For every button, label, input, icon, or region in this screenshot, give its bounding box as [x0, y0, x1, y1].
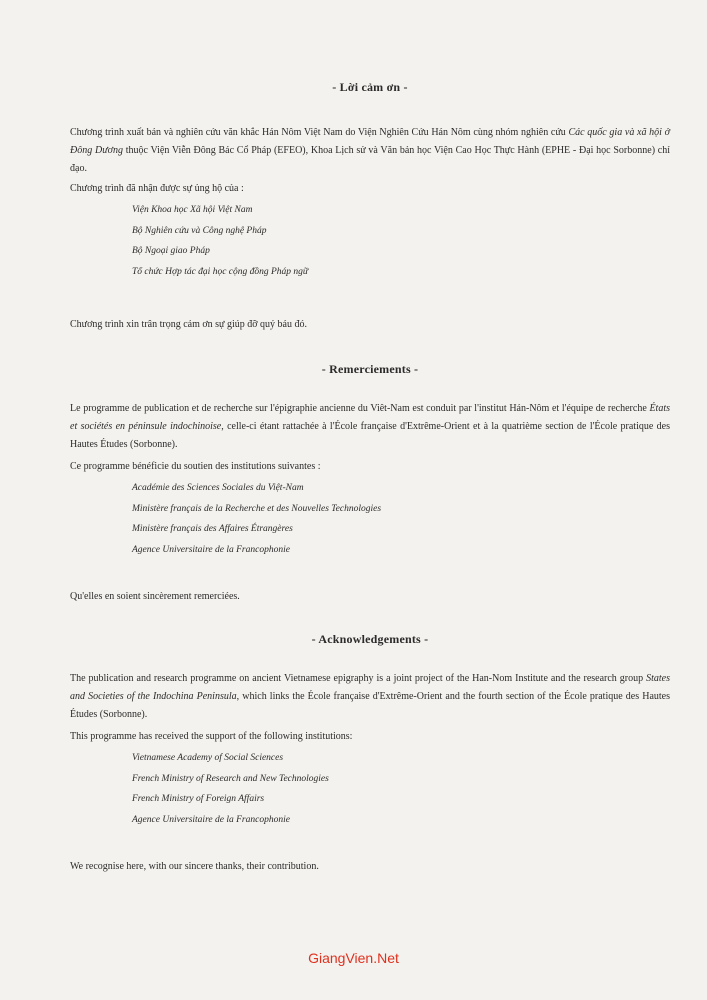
vietnamese-intro-paragraph: Chương trình xuất bản và nghiên cứu văn khắc Hán Nôm Việt Nam do Viện Nghiên Cứu Hán Nôm cùng nhóm nghiên cứu Các quốc gia và xã hội ở Đông Dương thuộc Viện Viễn Đông Bác Cổ Pháp (EFEO), Khoa Lịch sử và Văn bản học Viện Cao Học Thực Hành (EPHE - Đại học Sorbonne) chỉ đạo.: [70, 127, 670, 174]
list-item: Agence Universitaire de la Francophonie: [132, 544, 290, 555]
section-vietnamese-body: [70, 124, 670, 282]
vietnamese-thanks: Chương trình xin trân trọng cảm ơn sự giúp đỡ quý báu đó.: [70, 319, 307, 330]
heading-french: - Remerciements -: [321, 362, 419, 376]
vietnamese-institution-list: [70, 200, 670, 282]
list-item: Viện Khoa học Xã hội Việt Nam: [132, 205, 253, 215]
list-item: Ministère français des Affaires Étrangères: [132, 524, 293, 534]
french-institution-list: [70, 478, 670, 560]
section-english: [70, 632, 670, 647]
list-item: French Ministry of Foreign Affairs: [132, 794, 265, 804]
vietnamese-support-intro: Chương trình đã nhận được sự ủng hộ của :: [70, 183, 244, 194]
watermark: GiangVien.Net: [308, 950, 399, 966]
section-french-thanks: [70, 588, 670, 606]
list-item: Ministère français de la Recherche et des Nouvelles Technologies: [132, 503, 382, 514]
french-support-intro: Ce programme bénéficie du soutien des institutions suivantes :: [70, 461, 321, 472]
heading-english: - Acknowledgements -: [311, 632, 429, 646]
list-item: Agence Universitaire de la Francophonie: [132, 814, 290, 825]
french-intro-paragraph: Le programme de publication et de recherche sur l'épigraphie ancienne du Viêt-Nam est conduit par l'institut Hán-Nôm et l'équipe de recherche États et sociétés en péninsule indochinoise, celle-ci étant rattachée à l'École française d'Extrême-Orient et à la quatrième section de l'École pratique des Hautes Études (Sorbonne).: [70, 403, 670, 450]
heading-vietnamese: - Lời cảm ơn -: [332, 80, 408, 94]
list-item: French Ministry of Research and New Technologies: [132, 773, 329, 784]
list-item: Bộ Ngoại giao Pháp: [132, 246, 210, 256]
section-french-body: [70, 400, 670, 560]
english-thanks: We recognise here, with our sincere thanks, their contribution.: [70, 861, 319, 872]
english-support-intro: This programme has received the support of the following institutions:: [70, 731, 353, 742]
french-thanks: Qu'elles en soient sincèrement remerciées.: [70, 591, 240, 602]
list-item: Académie des Sciences Sociales du Việt-Nam: [132, 483, 304, 493]
english-institution-list: [70, 748, 670, 830]
section-vietnamese-thanks: [70, 316, 670, 334]
list-item: Bộ Nghiên cứu và Công nghệ Pháp: [132, 225, 267, 236]
section-french: [70, 362, 670, 377]
list-item: Vietnamese Academy of Social Sciences: [132, 753, 284, 763]
section-english-body: [70, 670, 670, 830]
section-english-thanks: [70, 858, 670, 876]
english-intro-paragraph: The publication and research programme on ancient Vietnamese epigraphy is a joint project of the Han-Nom Institute and the research group States and Societies of the Indochina Peninsula, which links the École française d'Extrême-Orient and the fourth section of the École pratique des Hautes Études (Sorbonne).: [70, 673, 670, 720]
list-item: Tổ chức Hợp tác đại học cộng đồng Pháp ngữ: [132, 266, 309, 277]
section-vietnamese: [70, 80, 670, 95]
